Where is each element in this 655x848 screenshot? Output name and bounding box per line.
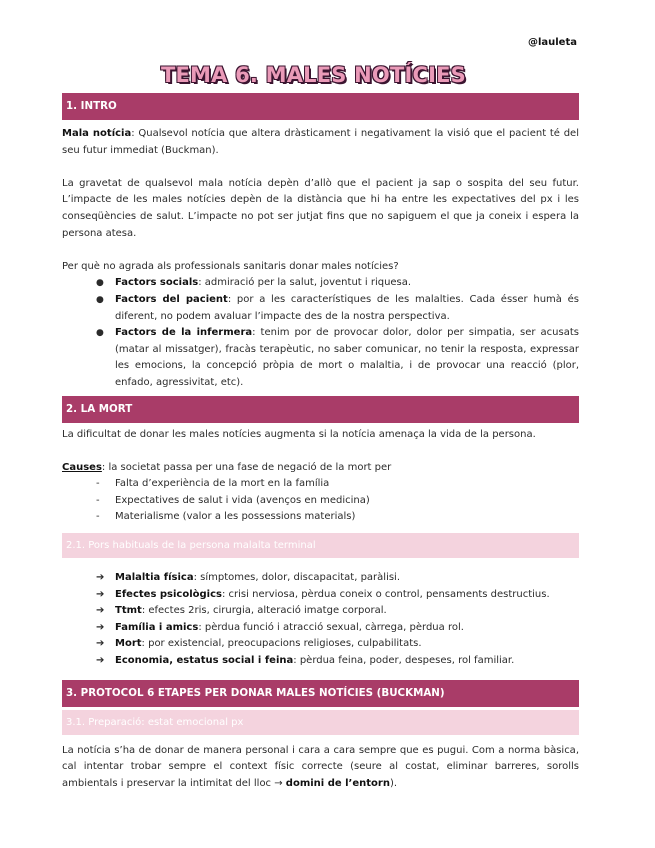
- fear-term: Efectes psicològics: [115, 588, 222, 600]
- definition-text: : Qualsevol notícia que altera dràsticament i negativament la visió que el pacient té del seu futur immediat (Buckman).: [62, 128, 579, 156]
- preparation-paragraph: [62, 743, 579, 793]
- factor-text: : tenim por de provocar dolor, dolor per simpatia, ser acusats (matar al missatger), fracàs terapèutic, no saber comunicar, no tenir la resposta, expressar les emocions, la concepció pròpia de mort o malaltia, i de provocar una reacció (plor, enfado, agressivitat, etc).: [115, 327, 579, 388]
- list-item: [62, 476, 579, 493]
- intro-paragraph: La gravetat de qualsevol mala notícia depèn d’allò que el pacient ja sap o sospita del seu futur. L’impacte de les males notícies depèn de la distància que hi ha entre les expectatives del px i les conseqüències de salut. L’impacte no pot ser jutjat fins que no sapiguem el que ja coneix i espera la persona atesa.: [62, 177, 579, 239]
- list-item: [62, 493, 579, 510]
- cause-text: Falta d’experiència de la mort en la família: [115, 478, 330, 490]
- arrow-icon: ➔: [96, 655, 105, 667]
- arrow-icon: ➔: [96, 605, 105, 617]
- causes-list: [62, 476, 579, 526]
- fear-text: : crisi nerviosa, pèrdua coneix o control, pensaments destructius.: [222, 588, 550, 600]
- list-item: [62, 620, 579, 637]
- cause-text: Materialisme (valor a les possessions materials): [115, 511, 356, 523]
- list-item: [62, 603, 579, 620]
- definition-term: Mala notícia: [62, 128, 132, 139]
- list-item: [62, 325, 579, 391]
- preparation-bold: domini de l’entorn: [285, 777, 390, 789]
- bullet-marker: ●: [96, 294, 104, 305]
- fear-text: : por existencial, preocupacions religioses, culpabilitats.: [141, 638, 422, 650]
- author-handle: @lauleta: [527, 37, 577, 48]
- fear-term: Malaltia física: [115, 572, 194, 584]
- fear-text: : pèrdua feina, poder, despeses, rol familiar.: [293, 655, 515, 667]
- dash-marker: -: [96, 511, 100, 523]
- dash-marker: -: [96, 478, 100, 490]
- arrow-icon: ➔: [96, 588, 105, 600]
- fear-text: : efectes 2ris, cirurgia, alteració imatge corporal.: [141, 605, 387, 617]
- list-item: [62, 570, 579, 587]
- list-item: [62, 653, 579, 670]
- factor-text: : por a les característiques de les malalties. Cada ésser humà és diferent, no podem avaluar l’impacte des de la nostra perspectiva.: [115, 293, 579, 322]
- section-heading-intro: 1. INTRO: [62, 93, 579, 120]
- fear-text: : símptomes, dolor, discapacitat, paràlisi.: [193, 572, 401, 584]
- document-body: [62, 93, 579, 792]
- section-heading-protocol: 3. PROTOCOL 6 ETAPES PER DONAR MALES NOTÍCIES (BUCKMAN): [62, 680, 579, 707]
- list-item: [62, 587, 579, 604]
- causes-text: : la societat passa per una fase de negació de la mort per: [101, 461, 392, 473]
- dash-marker: -: [96, 494, 100, 506]
- arrow-icon: ➔: [96, 621, 105, 633]
- preparation-text: La notícia s’ha de donar de manera personal i cara a cara sempre que es pugui. Com a norma bàsica, cal intentar trobar sempre el context físic correcte (seure al costat, eliminar barreres, sorolls ambientals i preservar la intimitat del lloc →: [62, 744, 579, 789]
- factors-list: [62, 275, 579, 391]
- factor-term: Factors del pacient: [115, 293, 228, 305]
- causes-term: Causes: [62, 461, 102, 473]
- factor-term: Factors socials: [115, 277, 199, 289]
- factor-term: Factors de la infermera: [115, 327, 253, 339]
- fear-term: Mort: [115, 638, 142, 650]
- fear-term: Ttmt: [115, 605, 142, 617]
- factor-text: : admiració per la salut, joventut i riquesa.: [198, 277, 412, 289]
- arrow-icon: ➔: [96, 572, 105, 584]
- page-title: TEMA 6. MALES NOTÍCIES: [160, 63, 466, 87]
- fear-term: Família i amics: [115, 621, 199, 633]
- bullet-marker: ●: [96, 278, 104, 289]
- fears-list: [62, 570, 579, 670]
- fear-text: : pèrdua funció i atracció sexual, càrrega, pèrdua rol.: [198, 621, 464, 633]
- question-text: Per què no agrada als professionals sanitaris donar males notícies?: [62, 260, 399, 272]
- list-item: [62, 636, 579, 653]
- arrow-icon: ➔: [96, 638, 105, 650]
- fear-term: Economia, estatus social i feina: [115, 655, 294, 667]
- list-item: [62, 292, 579, 325]
- cause-text: Expectatives de salut i vida (avenços en medicina): [115, 494, 370, 506]
- death-paragraph: La dificultat de donar les males notícies augmenta si la notícia amenaça la vida de la persona.: [62, 428, 536, 440]
- section-heading-death: 2. LA MORT: [62, 396, 579, 423]
- preparation-end: ).: [389, 777, 398, 789]
- list-item: [62, 275, 579, 292]
- definition-paragraph: [62, 126, 579, 159]
- causes-paragraph: [62, 460, 579, 477]
- subsection-heading-preparation: 3.1. Preparació: estat emocional px: [62, 710, 579, 735]
- list-item: [62, 509, 579, 526]
- subsection-heading-fears: 2.1. Pors habituals de la persona malalta terminal: [62, 533, 579, 558]
- bullet-marker: ●: [96, 328, 104, 339]
